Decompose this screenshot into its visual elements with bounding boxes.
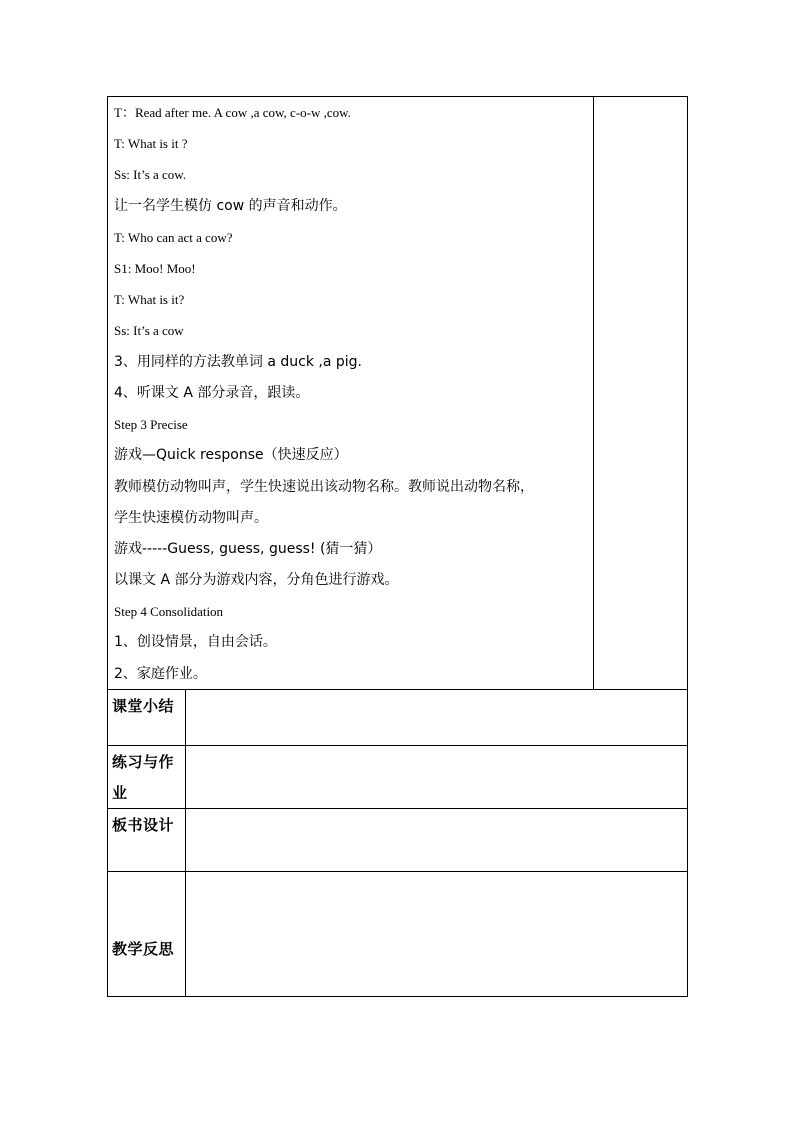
body-line: Ss: It’s a cow. (114, 167, 187, 182)
body-line: T：Read after me. A cow ,a cow, c-o-w ,cow. (114, 105, 351, 120)
body-line: 学生快速模仿动物叫声。 (114, 510, 268, 526)
body-line: T: Who can act a cow? (114, 230, 233, 245)
row-divider-reflection (107, 871, 688, 872)
summary-label: 课堂小结 (112, 697, 175, 715)
step-heading: Step 3 Precise (114, 417, 188, 432)
homework-label-line2: 业 (112, 784, 128, 802)
body-line: 1、创设情景，自由会话。 (114, 634, 277, 650)
reflection-label: 教学反思 (112, 940, 175, 958)
body-line: 游戏—Quick response（快速反应） (114, 447, 348, 463)
body-line: Ss: It’s a cow (114, 323, 184, 338)
row-divider-board (107, 808, 688, 809)
row-divider-homework (107, 745, 688, 746)
body-line: 游戏-----Guess, guess, guess! (猜一猜） (114, 541, 382, 557)
body-line: T: What is it? (114, 292, 185, 307)
homework-label (112, 747, 184, 809)
body-line: 2、家庭作业。 (114, 666, 207, 682)
board-design-label: 板书设计 (112, 816, 175, 834)
body-line: T: What is it ? (114, 136, 188, 151)
body-line: 以课文 A 部分为游戏内容，分角色进行游戏。 (114, 572, 399, 588)
body-line: 让一名学生模仿 cow 的声音和动作。 (114, 198, 347, 214)
row-divider-summary (107, 689, 688, 690)
step-heading: Step 4 Consolidation (114, 604, 224, 619)
body-line: S1: Moo! Moo! (114, 261, 196, 276)
notes-column-divider (593, 96, 594, 689)
homework-label-line1: 练习与作 (112, 753, 175, 771)
body-line: 4、听课文 A 部分录音，跟读。 (114, 385, 310, 401)
body-line: 3、用同样的方法教单词 a duck ,a pig. (114, 354, 362, 370)
label-column-divider (185, 689, 186, 997)
body-line: 教师模仿动物叫声，学生快速说出该动物名称。教师说出动物名称， (114, 479, 534, 495)
